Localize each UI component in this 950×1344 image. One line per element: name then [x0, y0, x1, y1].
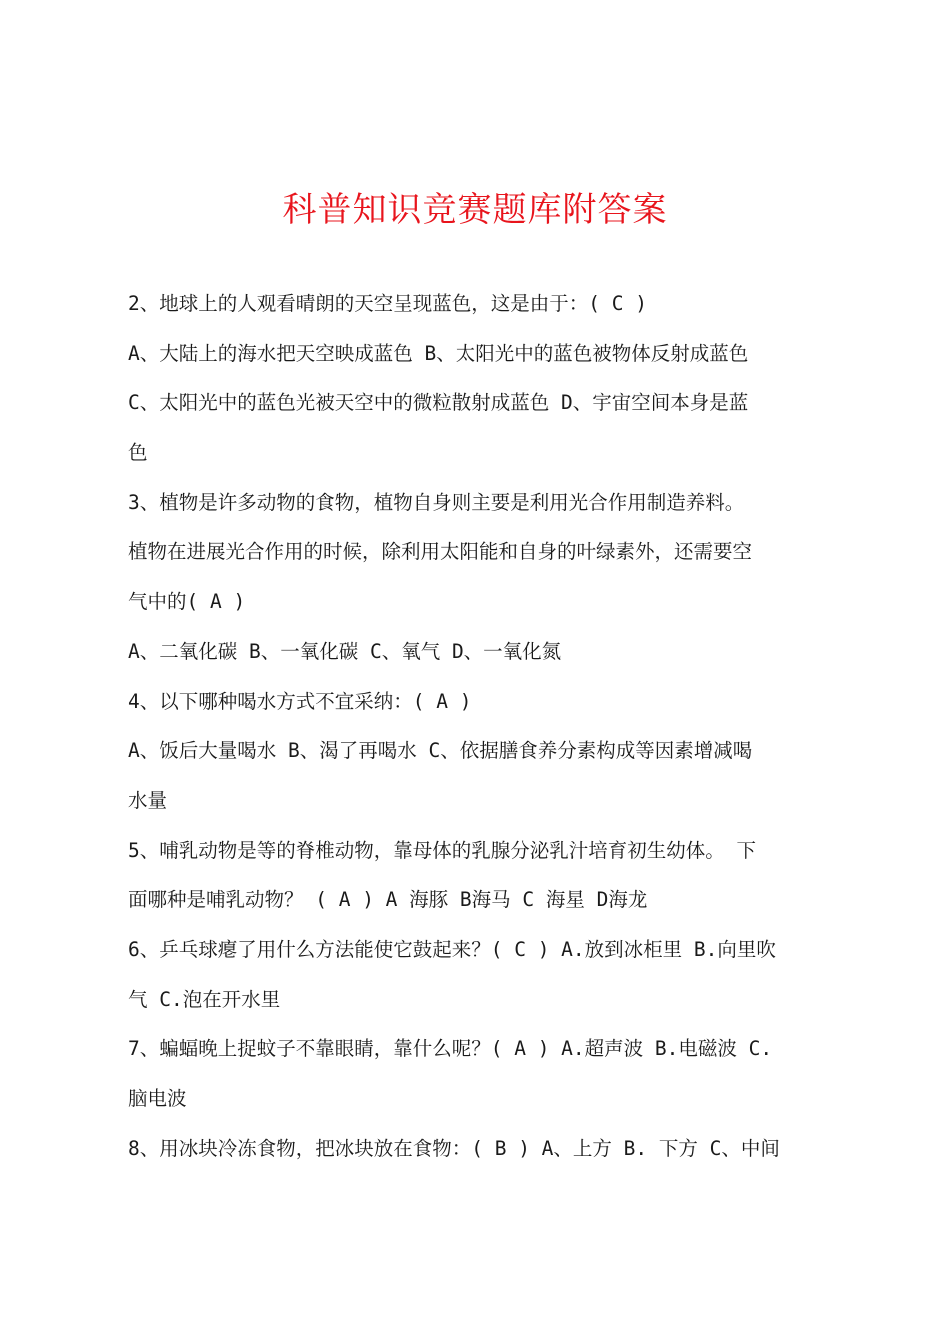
text-line: 3、植物是许多动物的食物，植物自身则主要是利用光合作用制造养料。 [128, 490, 745, 514]
text-line: C、太阳光中的蓝色光被天空中的微粒散射成蓝色 D、宇宙空间本身是蓝 [128, 391, 749, 415]
text-line: 4、以下哪种喝水方式不宜采纳：( A ) [128, 689, 472, 713]
text-line: A、饭后大量喝水 B、渴了再喝水 C、依据膳食养分素构成等因素增减喝 [128, 739, 753, 763]
document-body [128, 279, 834, 1173]
text-line: 2、地球上的人观看晴朗的天空呈现蓝色，这是由于：( C ) [128, 292, 647, 315]
text-line: 面哪种是哺乳动物？ ( A ) A 海豚 B海马 C 海星 D海龙 [128, 888, 648, 912]
text-line: A、二氧化碳 B、一氧化碳 C、氧气 D、一氧化氮 [128, 639, 562, 663]
text-line: 5、哺乳动物是等的脊椎动物，靠母体的乳腺分泌乳汁培育初生幼体。 下 [128, 838, 756, 862]
text-line: 气 C.泡在开水里 [128, 987, 281, 1011]
text-line: 7、蝙蝠晚上捉蚊子不靠眼睛，靠什么呢？( A ) A.超声波 B.电磁波 C. [128, 1037, 773, 1061]
text-line: A、大陆上的海水把天空映成蓝色 B、太阳光中的蓝色被物体反射成蓝色 [128, 341, 749, 365]
text-line: 6、乒乓球瘪了用什么方法能使它鼓起来？( C ) A.放到冰柜里 B.向里吹 [128, 937, 776, 961]
text-line: 气中的( A ) [128, 590, 246, 614]
document-title: 科普知识竞赛题库附答案 [282, 190, 668, 230]
text-line: 植物在进展光合作用的时候，除利用太阳能和自身的叶绿素外，还需要空 [128, 540, 753, 564]
text-line: 8、用冰块冷冻食物，把冰块放在食物：( B ) A、上方 B. 下方 C、中间 [128, 1136, 780, 1160]
text-line: 色 [128, 441, 148, 465]
text-line: 脑电波 [128, 1087, 187, 1110]
text-line: 水量 [128, 788, 168, 812]
